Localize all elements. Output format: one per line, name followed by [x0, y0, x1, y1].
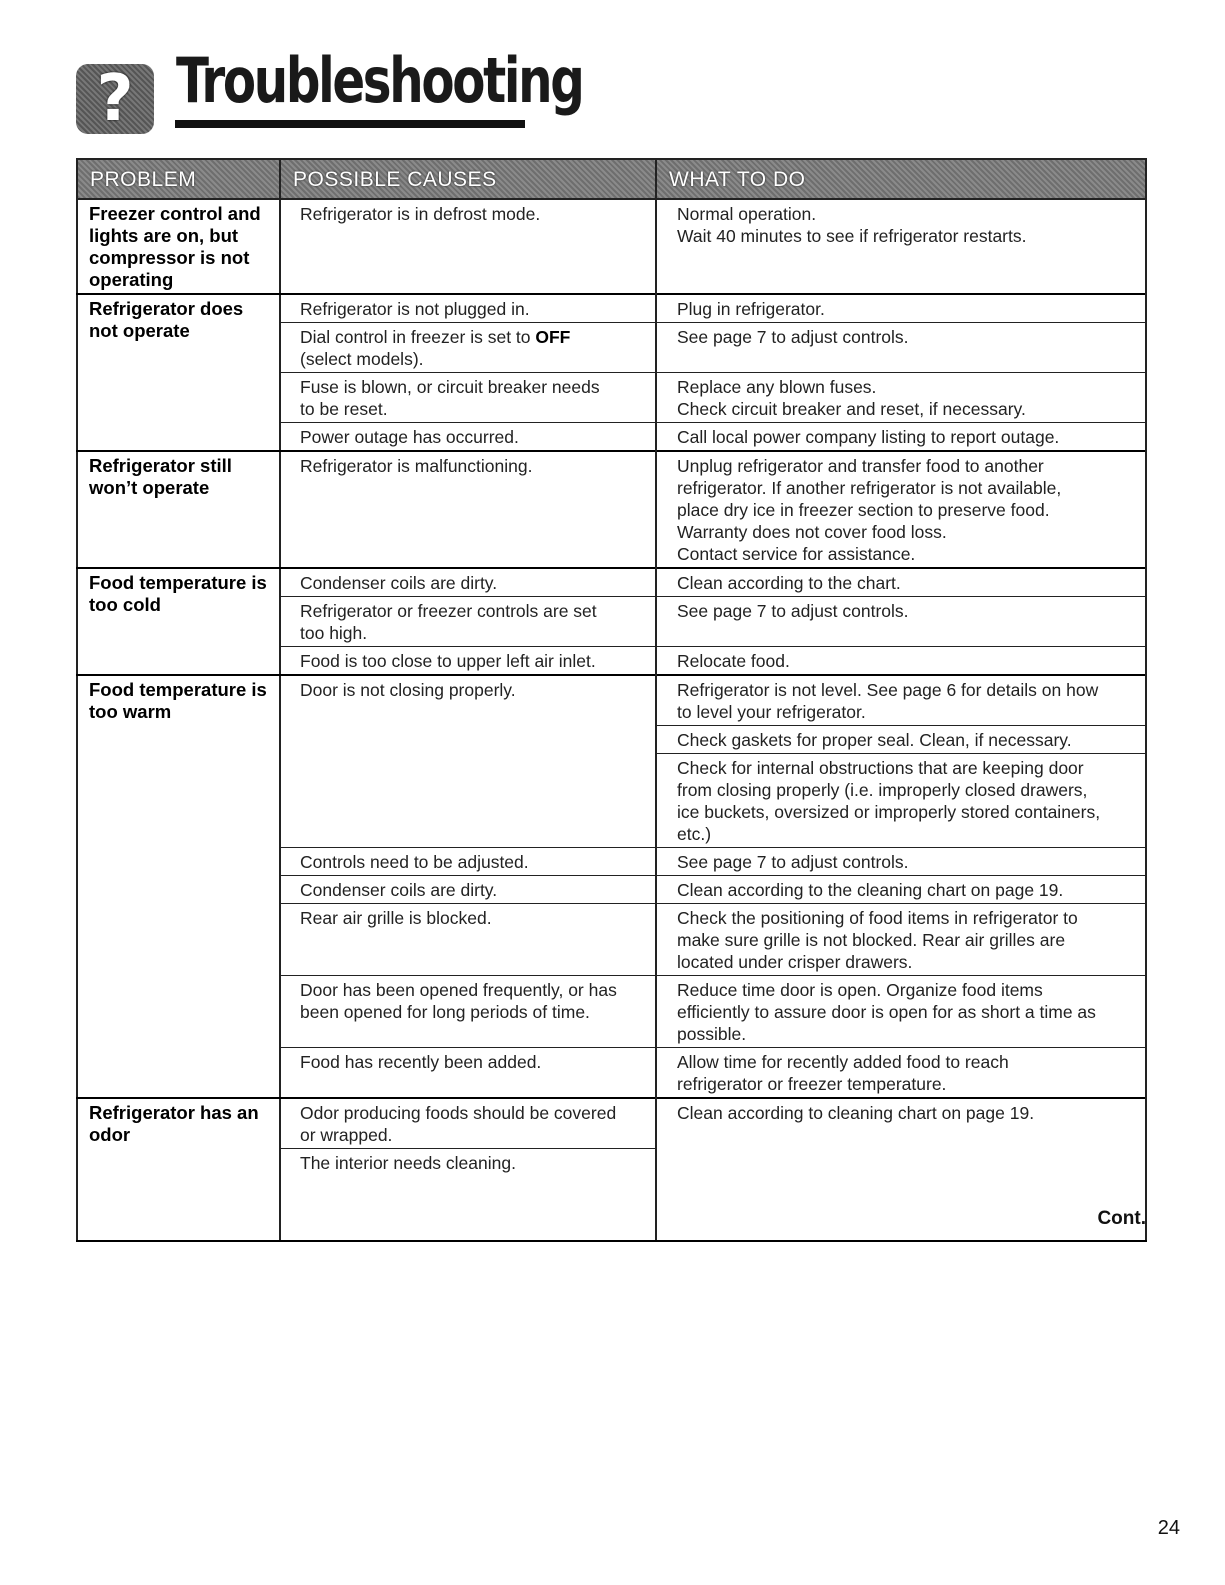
cause-cell: Food has recently been added. [280, 1048, 656, 1099]
cause-cell: Refrigerator is not plugged in. [280, 294, 656, 323]
page-number: 24 [1157, 1517, 1180, 1539]
problem-cell: Food temperature is too warm [77, 675, 280, 1098]
todo-cell: Clean according to the chart. [656, 568, 1146, 597]
troubleshooting-table [76, 158, 1147, 1242]
column-header-problem: PROBLEM [77, 159, 280, 199]
table-row [77, 568, 1146, 597]
problem-cell: Refrigerator has an odor [77, 1098, 280, 1241]
cause-cell: Condenser coils are dirty. [280, 876, 656, 904]
cause-cell: Controls need to be adjusted. [280, 848, 656, 876]
table-row [77, 199, 1146, 294]
todo-cell: Check gaskets for proper seal. Clean, if necessary. [656, 726, 1146, 754]
table-row [77, 675, 1146, 726]
question-mark-icon: ? [76, 64, 154, 134]
cause-cell: Condenser coils are dirty. [280, 568, 656, 597]
cause-cell: Refrigerator or freezer controls are set too high. [280, 597, 656, 647]
cause-cell: The interior needs cleaning. [280, 1149, 656, 1242]
table-row [77, 1098, 1146, 1149]
problem-cell: Refrigerator does not operate [77, 294, 280, 451]
todo-cell: Check the positioning of food items in refrigerator to make sure grille is not blocked. Rear air grilles are located under crisper drawers. [656, 904, 1146, 976]
todo-cell: Replace any blown fuses. Check circuit breaker and reset, if necessary. [656, 373, 1146, 423]
title-underline [175, 120, 525, 128]
table-header-row [77, 159, 1146, 199]
problem-cell: Freezer control and lights are on, but compressor is not operating [77, 199, 280, 294]
todo-cell: Plug in refrigerator. [656, 294, 1146, 323]
cause-cell: Door is not closing properly. [280, 675, 656, 848]
todo-cell: See page 7 to adjust controls. [656, 597, 1146, 647]
todo-cell: Clean according to cleaning chart on page 19. [656, 1098, 1146, 1241]
todo-cell: Relocate food. [656, 647, 1146, 676]
todo-cell: Call local power company listing to report outage. [656, 423, 1146, 452]
table-row [77, 294, 1146, 323]
todo-cell: See page 7 to adjust controls. [656, 323, 1146, 373]
todo-cell: Check for internal obstructions that are keeping door from closing properly (i.e. improperly closed drawers, ice buckets, oversized or improperly stored containers, etc.) [656, 754, 1146, 848]
off-emphasis: OFF [535, 327, 571, 347]
cause-cell: Door has been opened frequently, or has been opened for long periods of time. [280, 976, 656, 1048]
cause-cell: Food is too close to upper left air inlet. [280, 647, 656, 676]
todo-cell: Reduce time door is open. Organize food items efficiently to assure door is open for as short a time as possible. [656, 976, 1146, 1048]
cause-cell [280, 323, 656, 373]
todo-cell: Normal operation. Wait 40 minutes to see if refrigerator restarts. [656, 199, 1146, 294]
todo-cell: Refrigerator is not level. See page 6 for details on how to level your refrigerator. [656, 675, 1146, 726]
problem-cell: Food temperature is too cold [77, 568, 280, 675]
todo-cell: Clean according to the cleaning chart on page 19. [656, 876, 1146, 904]
todo-cell: See page 7 to adjust controls. [656, 848, 1146, 876]
column-header-causes: POSSIBLE CAUSES [280, 159, 656, 199]
todo-cell: Allow time for recently added food to reach refrigerator or freezer temperature. [656, 1048, 1146, 1099]
cause-cell: Power outage has occurred. [280, 423, 656, 452]
continued-label: Cont. [1097, 1208, 1146, 1229]
cause-cell: Refrigerator is malfunctioning. [280, 451, 656, 568]
cause-cell: Rear air grille is blocked. [280, 904, 656, 976]
cause-cell: Fuse is blown, or circuit breaker needs to be reset. [280, 373, 656, 423]
todo-cell: Unplug refrigerator and transfer food to another refrigerator. If another refrigerator is not available, place dry ice in freezer section to preserve food. Warranty does not cover food loss. Contact service for assistance. [656, 451, 1146, 568]
column-header-todo: WHAT TO DO [656, 159, 1146, 199]
cause-cell: Refrigerator is in defrost mode. [280, 199, 656, 294]
cause-text: Dial control in freezer is set to OFF (select models). [300, 327, 571, 369]
page-title: Troubleshooting [176, 44, 583, 117]
problem-cell: Refrigerator still won’t operate [77, 451, 280, 568]
table-row [77, 451, 1146, 568]
cause-cell: Odor producing foods should be covered or wrapped. [280, 1098, 656, 1149]
